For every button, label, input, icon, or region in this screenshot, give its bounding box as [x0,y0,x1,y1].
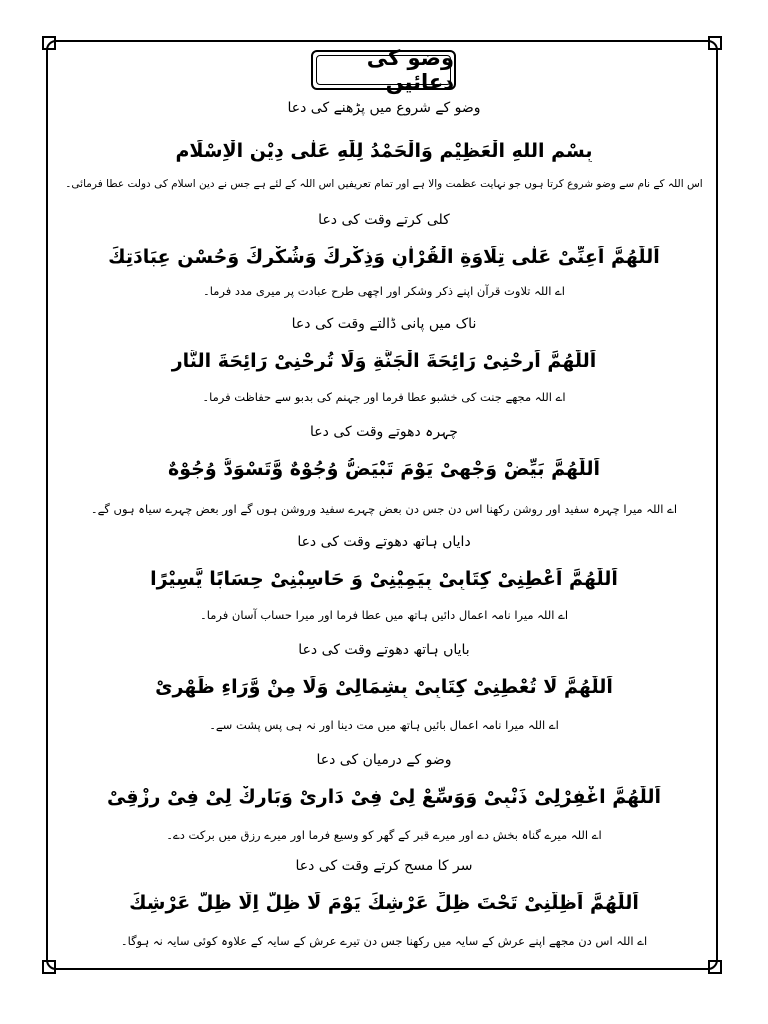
dua-translation: اے اللہ میرے گناہ بخش دے اور میرے قبر کے گھر کو وسیع فرما اور میرے رزق میں برکت دے۔ [166,828,602,842]
dua-translation: اے اللہ میرا چہرہ سفید اور روشن رکھنا اس دن جس دن بعض چہرے سفید وروشن ہوں گے اور بعض چہرے سیاہ ہوں گے۔ [90,502,678,516]
section-heading: وضو کے درمیان کی دعا [316,752,452,768]
arabic-dua: اَللّٰهُمَّ اغْفِرْلِیْ ذَنْبِیْ وَوَسِّعْ لِیْ فِیْ دَارِیْ وَبَارِكْ لِیْ فِیْ رِزْقِیْ [106,786,662,808]
arabic-dua: اَللّٰهُمَّ اَظِلَّنِیْ تَحْتَ ظِلِّ عَرْشِكَ یَوْمَ لَا ظِلَّ اِلَّا ظِلُّ عَرْشِكَ [129,892,639,914]
border-corner [708,960,722,974]
arabic-dua: اَللّٰهُمَّ اَعِنِّیْ عَلٰی تِلَاوَةِ الْقُرْاٰنِ وَذِكْرِكَ وَشُكْرِكَ وَحُسْنِ عِبَادَتِكَ [108,246,660,268]
arabic-dua: اَللّٰهُمَّ لَا تُعْطِنِیْ كِتَابِیْ بِشِمَالِیْ وَلَا مِنْ وَّرَاءِ ظَهْرِیْ [155,676,613,698]
arabic-dua: بِسْمِ اللهِ الْعَظِیْمِ وَالْحَمْدُ لِلّٰهِ عَلٰی دِیْنِ الْاِسْلَامِ [175,140,593,162]
section-heading: کلی کرتے وقت کی دعا [318,212,450,228]
arabic-dua: اَللّٰهُمَّ اَرِحْنِیْ رَائِحَةَ الْجَنَّةِ وَلَا تُرِحْنِیْ رَائِحَةَ النَّارِ [171,350,597,372]
dua-translation: اے اللہ تلاوت قرآن اپنے ذکر وشکر اور اچھی طرح عبادت پر میری مدد فرما۔ [203,284,565,298]
section-heading: دایاں ہاتھ دھوتے وقت کی دعا [297,534,471,550]
section-heading: سر کا مسح کرتے وقت کی دعا [295,858,473,874]
arabic-dua: اَللّٰهُمَّ اَعْطِنِیْ كِتَابِیْ بِیَمِیْنِیْ وَ حَاسِبْنِیْ حِسَابًا یَّسِیْرًا [150,568,618,590]
title-box [311,46,456,94]
section-heading: ناک میں پانی ڈالتے وقت کی دعا [291,316,477,332]
border-corner [42,960,56,974]
dua-translation: اے اللہ میرا نامہ اعمال بائیں ہاتھ میں مت دینا اور نہ ہی پس پشت سے۔ [209,718,559,732]
border-corner [42,36,56,50]
dua-translation: اے اللہ اس دن مجھے اپنے عرش کے سایہ میں رکھنا جس دن تیرے عرش کے سایہ کے علاوہ کوئی سایہ نہ ہوگا۔ [120,934,648,948]
dua-translation: اس اللہ کے نام سے وضو شروع کرتا ہوں جو نہایت عظمت والا ہے اور تمام تعریفیں اس اللہ کے لئے ہے جس نے دین اسلام کی دولت عطا فرمائی۔ [65,178,703,190]
section-heading: وضو کے شروع میں پڑھنے کی دعا [287,100,481,116]
section-heading: چہرہ دھوتے وقت کی دعا [310,424,458,440]
dua-translation: اے اللہ میرا نامہ اعمال دائیں ہاتھ میں عطا فرما اور میرا حساب آسان فرما۔ [199,608,569,622]
section-heading: بایاں ہاتھ دھوتے وقت کی دعا [298,642,470,658]
page-title: وضو کی دعائیں [366,46,454,94]
arabic-dua: اَللّٰهُمَّ بَیِّضْ وَجْهِیْ یَوْمَ تَبْیَضُّ وُجُوْهٌ وَّتَسْوَدُّ وُجُوْهٌ [168,458,600,480]
border-corner [708,36,722,50]
dua-translation: اے اللہ مجھے جنت کی خشبو عطا فرما اور جہنم کی بدبو سے حفاظت فرما۔ [202,390,566,404]
